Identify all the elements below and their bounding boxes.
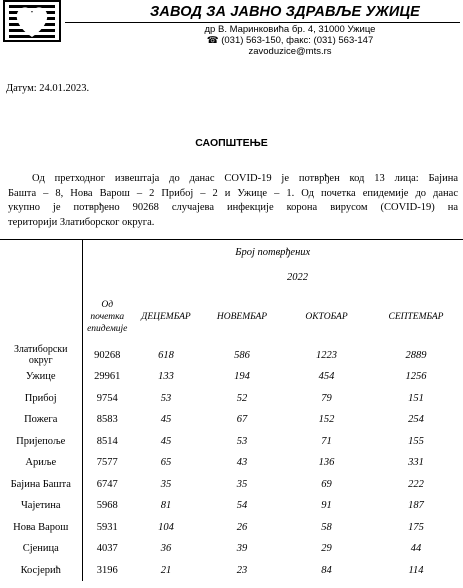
october-value: 152 xyxy=(318,414,335,426)
since-start-value: 5931 xyxy=(82,517,132,539)
paragraph-line: Од претходног извештаја до данас COVID-19 је потврђен код 13 лица: Бајина xyxy=(32,173,458,184)
since-start-value: 8514 xyxy=(82,431,132,453)
december-value: 21 xyxy=(160,564,172,576)
october-value: 84 xyxy=(321,564,332,576)
table-row xyxy=(0,388,463,410)
table-row xyxy=(0,495,463,517)
table-row xyxy=(0,517,463,539)
since-start-value: 9754 xyxy=(82,388,132,410)
october-value: 79 xyxy=(321,392,332,404)
september-value: 331 xyxy=(408,457,424,469)
since-start-value: 4037 xyxy=(82,538,132,560)
document-date: Датум: 24.01.2023. xyxy=(6,83,90,94)
november-value: 54 xyxy=(236,500,248,512)
october-value: 91 xyxy=(321,500,332,512)
municipality-name: Прибој xyxy=(24,392,57,404)
col-header-december: ДЕЦЕМБАР xyxy=(141,312,191,322)
table-row xyxy=(0,538,463,560)
october-value: 71 xyxy=(321,435,332,447)
paragraph-line: укупно је потврђено 90268 случајева инфекције корона вирусом (COVID-19) на xyxy=(8,202,458,213)
table-row xyxy=(0,431,463,453)
municipality-name: Нова Варош xyxy=(13,521,69,533)
since-start-value: 5968 xyxy=(82,495,132,517)
december-value: 53 xyxy=(160,392,172,404)
september-value: 222 xyxy=(408,478,424,490)
announcement-paragraph xyxy=(8,172,458,230)
since-start-value: 6747 xyxy=(82,474,132,496)
institute-logo xyxy=(3,0,61,42)
since-start-value: 8583 xyxy=(82,409,132,431)
september-value: 151 xyxy=(408,392,424,404)
september-value: 155 xyxy=(408,435,424,447)
november-value: 53 xyxy=(236,435,248,447)
col-header-september: СЕПТЕМБАР xyxy=(388,312,444,322)
municipality-name: Пожега xyxy=(24,414,58,426)
org-address: др В. Маринковића бр. 4, 31000 Ужице xyxy=(204,24,376,35)
november-value: 52 xyxy=(236,392,248,404)
cases-table xyxy=(0,239,463,581)
total-november: 586 xyxy=(234,349,250,361)
december-value: 36 xyxy=(160,543,172,555)
september-value: 1256 xyxy=(405,371,427,383)
municipality-name: Косјерић xyxy=(20,564,61,576)
october-value: 29 xyxy=(321,543,332,555)
october-value: 136 xyxy=(318,457,335,469)
september-value: 254 xyxy=(408,414,424,426)
september-value: 175 xyxy=(408,521,424,533)
november-value: 26 xyxy=(236,521,248,533)
november-value: 23 xyxy=(236,564,248,576)
year-header: 2022 xyxy=(287,271,308,283)
total-row xyxy=(0,344,463,366)
december-value: 45 xyxy=(160,414,172,426)
december-value: 35 xyxy=(160,478,172,490)
table-row xyxy=(0,474,463,496)
october-value: 454 xyxy=(318,371,335,383)
since-start-value: 7577 xyxy=(82,452,132,474)
municipality-name: Ужице xyxy=(25,371,56,383)
december-value: 133 xyxy=(158,371,174,383)
col-header-november: НОВЕМБАР xyxy=(216,312,268,322)
november-value: 35 xyxy=(236,478,248,490)
table-row xyxy=(0,366,463,388)
total-october: 1223 xyxy=(316,349,337,361)
col-header-since-start: Од почетка епидемије xyxy=(82,290,132,344)
group-header: Број потврђених xyxy=(82,240,463,265)
december-value: 65 xyxy=(160,457,172,469)
header-rule xyxy=(65,22,460,23)
municipality-name: Сјеница xyxy=(22,543,59,555)
org-name: ЗАВОД ЗА ЈАВНО ЗДРАВЉЕ УЖИЦЕ xyxy=(150,4,420,20)
december-value: 81 xyxy=(160,500,172,512)
municipality-name: Ариље xyxy=(25,457,57,469)
october-value: 58 xyxy=(321,521,332,533)
org-email: zavoduzice@mts.rs xyxy=(248,46,332,57)
november-value: 194 xyxy=(234,371,250,383)
september-value: 44 xyxy=(410,543,422,555)
december-value: 45 xyxy=(160,435,172,447)
total-region-label: Златиборски округ xyxy=(13,344,68,366)
total-since-start: 90268 xyxy=(82,344,132,366)
total-december: 618 xyxy=(158,349,174,361)
september-value: 114 xyxy=(408,564,424,576)
col-header-october: ОКТОБАР xyxy=(305,312,348,322)
document-title: САОПШТЕЊЕ xyxy=(195,137,268,149)
november-value: 43 xyxy=(236,457,248,469)
october-value: 69 xyxy=(321,478,332,490)
municipality-name: Пријепоље xyxy=(16,435,66,447)
since-start-value: 3196 xyxy=(82,560,132,582)
table-row xyxy=(0,409,463,431)
november-value: 39 xyxy=(236,543,248,555)
december-value: 104 xyxy=(158,521,174,533)
november-value: 67 xyxy=(236,414,248,426)
september-value: 187 xyxy=(408,500,424,512)
municipality-name: Бајина Башта xyxy=(10,478,71,490)
table-row xyxy=(0,452,463,474)
since-start-value: 29961 xyxy=(82,366,132,388)
paragraph-line: територији Златиборског округа. xyxy=(8,216,155,228)
table-row xyxy=(0,560,463,582)
org-phone: ☎ (031) 563-150, факс: (031) 563-147 xyxy=(206,35,374,46)
paragraph-line: Башта – 8, Нова Варош – 2 Прибој – 2 и Ужице – 1. Од почетка епидемије до данас xyxy=(8,187,458,199)
municipality-name: Чајетина xyxy=(20,500,61,512)
total-september: 2889 xyxy=(405,349,427,361)
